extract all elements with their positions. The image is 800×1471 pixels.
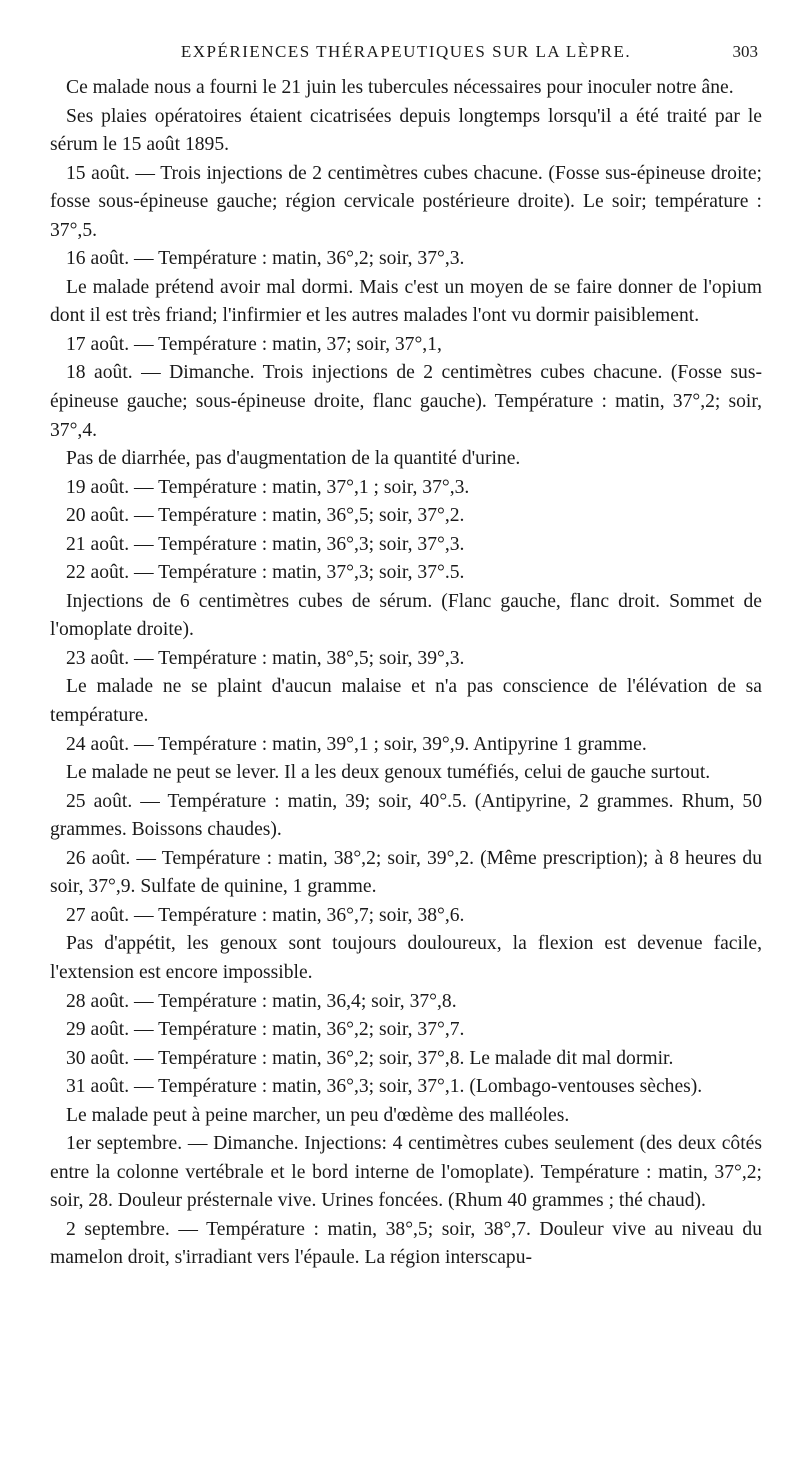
paragraph: 29 août. — Température : matin, 36°,2; soir, 37°,7. — [66, 1019, 465, 1041]
paragraph: Le malade peut à peine marcher, un peu d'œdème des malléoles. — [66, 1104, 570, 1126]
paragraph: Ses plaies opératoires étaient cicatrisées depuis longtemps lorsqu'il a été traité par le sérum le 15 août 1895. — [50, 105, 762, 156]
running-head — [50, 40, 762, 64]
paragraph: 20 août. — Température : matin, 36°,5; soir, 37°,2. — [66, 505, 465, 527]
paragraph: 26 août. — Température : matin, 38°,2; soir, 39°,2. (Même prescription); à 8 heures du soir, 37°,9. Sulfate de quinine, 1 gramme. — [50, 847, 762, 898]
paragraph: Le malade prétend avoir mal dormi. Mais c'est un moyen de se faire donner de l'opium dont il est très friand; l'infirmier et les autres malades l'ont vu dormir paisiblement. — [50, 276, 762, 327]
paragraph: 17 août. — Température : matin, 37; soir, 37°,1, — [66, 333, 442, 355]
running-title: EXPÉRIENCES THÉRAPEUTIQUES SUR LA LÈPRE. — [180, 42, 632, 61]
page-number: 303 — [732, 42, 758, 61]
paragraph: Injections de 6 centimètres cubes de sérum. (Flanc gauche, flanc droit. Sommet de l'omoplate droite). — [50, 590, 762, 641]
paragraph: 28 août. — Température : matin, 36,4; soir, 37°,8. — [66, 990, 457, 1012]
paragraph: 18 août. — Dimanche. Trois injections de 2 centimètres cubes chacune. (Fosse sus-épineuse gauche; sous-épineuse droite, flanc gauche). Température : matin, 37°,2; soir, 37°,4. — [50, 362, 762, 441]
paragraph: 25 août. — Température : matin, 39; soir, 40°.5. (Antipyrine, 2 grammes. Rhum, 50 grammes. Boissons chaudes). — [50, 790, 762, 841]
paragraph: 23 août. — Température : matin, 38°,5; soir, 39°,3. — [66, 647, 465, 669]
paragraph: 2 septembre. — Température : matin, 38°,5; soir, 38°,7. Douleur vive au niveau du mamelon droit, s'irradiant vers l'épaule. La région interscapu- — [50, 1218, 762, 1269]
paragraph: 21 août. — Température : matin, 36°,3; soir, 37°,3. — [66, 533, 465, 555]
paragraph: 16 août. — Température : matin, 36°,2; soir, 37°,3. — [66, 248, 465, 270]
paragraph: 1er septembre. — Dimanche. Injections: 4 centimètres cubes seulement (des deux côtés entre la colonne vertébrale et le bord interne de l'omoplate). Température : matin, 37°,2; soir, 28. Douleur présternale vive. Urines foncées. (Rhum 40 grammes ; thé chaud). — [50, 1133, 762, 1212]
body-text — [50, 74, 762, 1273]
paragraph: 30 août. — Température : matin, 36°,2; soir, 37°,8. Le malade dit mal dormir. — [66, 1047, 674, 1069]
paragraph: 31 août. — Température : matin, 36°,3; soir, 37°,1. (Lombago-ventouses sèches). — [66, 1076, 703, 1098]
paragraph: 27 août. — Température : matin, 36°,7; soir, 38°,6. — [66, 904, 465, 926]
paragraph: 22 août. — Température : matin, 37°,3; soir, 37°.5. — [66, 562, 465, 584]
paragraph: Le malade ne peut se lever. Il a les deux genoux tuméfiés, celui de gauche surtout. — [66, 762, 711, 784]
paragraph: 24 août. — Température : matin, 39°,1 ; soir, 39°,9. Antipyrine 1 gramme. — [66, 733, 647, 755]
paragraph: Pas d'appétit, les genoux sont toujours douloureux, la flexion est devenue facile, l'extension est encore impossible. — [50, 933, 762, 983]
paragraph: Pas de diarrhée, pas d'augmentation de la quantité d'urine. — [66, 448, 521, 470]
paragraph: 15 août. — Trois injections de 2 centimètres cubes chacune. (Fosse sus-épineuse droite; fosse sous-épineuse gauche; région cervicale postérieure droite). Le soir; température : 37°,5. — [50, 162, 762, 241]
paragraph: 19 août. — Température : matin, 37°,1 ; soir, 37°,3. — [66, 476, 470, 498]
paragraph: Le malade ne se plaint d'aucun malaise et n'a pas conscience de l'élévation de sa température. — [50, 676, 762, 727]
paragraph: Ce malade nous a fourni le 21 juin les tubercules nécessaires pour inoculer notre âne. — [66, 77, 734, 98]
